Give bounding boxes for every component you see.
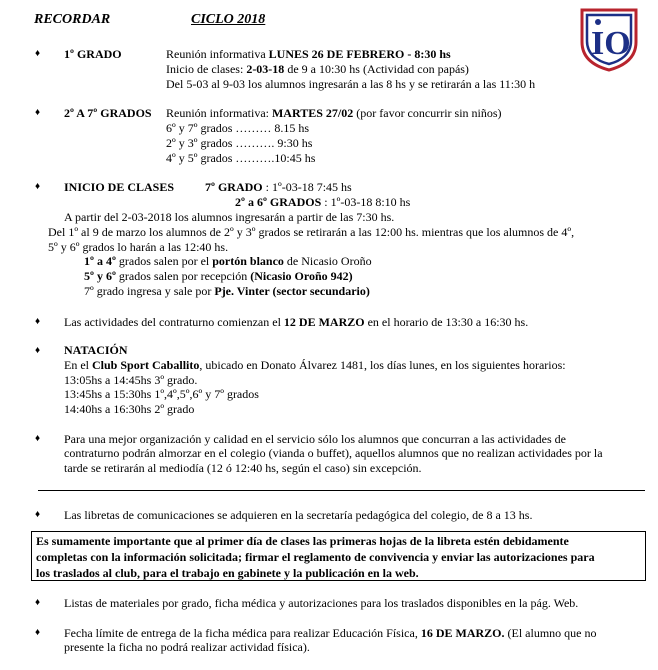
natacion-row: 14:40hs a 16:30hs 2º grado bbox=[64, 402, 195, 416]
inicio-p1: A partir del 2-03-2018 los alumnos ingresarán a partir de las 7:30 hs. bbox=[64, 210, 395, 224]
primero-label: 1º GRADO bbox=[64, 47, 122, 61]
libretas-text: Las libretas de comunicaciones se adquieren en la secretaría pedagógica del colegio, de 8 a 13 hs. bbox=[64, 508, 533, 522]
inicio-row2: 2º a 6º GRADOS : 1º-03-18 8:10 hs bbox=[235, 195, 411, 209]
segundo-row: 2º y 3º grados ………. 9:30 hs bbox=[166, 136, 313, 150]
segundo-label: 2º A 7º GRADOS bbox=[64, 106, 152, 120]
bullet-icon: ♦ bbox=[35, 316, 41, 327]
importante-box bbox=[31, 531, 646, 581]
bullet-icon: ♦ bbox=[35, 48, 41, 59]
natacion-row: 13:45hs a 15:30hs 1º,4º,5º,6º y 7º grados bbox=[64, 387, 259, 401]
inicio-s2: 5º y 6º grados salen por recepción (Nicasio Oroño 942) bbox=[84, 269, 353, 283]
primero-line2: Inicio de clases: 2-03-18 de 9 a 10:30 hs (Actividad con papás) bbox=[166, 62, 469, 76]
bullet-icon: ♦ bbox=[35, 433, 41, 444]
school-logo bbox=[578, 6, 640, 72]
header-recordar: RECORDAR bbox=[34, 12, 111, 27]
natacion-label: NATACIÓN bbox=[64, 343, 128, 357]
inicio-s1: 1º a 4º grados salen por el portón blanco de Nicasio Oroño bbox=[84, 254, 372, 268]
bullet-icon: ♦ bbox=[35, 597, 41, 608]
inicio-label: INICIO DE CLASES bbox=[64, 180, 175, 194]
fecha-line2: presente la ficha no podrá realizar actividad física). bbox=[64, 640, 310, 654]
organizacion-l3: tarde se retirarán al mediodía (12 ó 12:40 hs, según el caso) sin excepción. bbox=[64, 461, 422, 475]
bullet-icon: ♦ bbox=[35, 345, 41, 356]
bullet-icon: ♦ bbox=[35, 181, 41, 192]
organizacion-l2: contraturno podrán almorzar en el colegio (vianda o buffet), aquellos alumnos que no realizan actividades por la bbox=[64, 446, 603, 460]
importante-l2: completas con la información solicitada; firmar el reglamento de convivencia y enviar las autorizaciones para bbox=[36, 550, 595, 564]
inicio-p2b: 5º y 6º grados lo harán a las 12:40 hs. bbox=[48, 240, 229, 254]
natacion-line1: En el Club Sport Caballito, ubicado en Donato Álvarez 1481, los días lunes, en los siguientes horarios: bbox=[64, 358, 566, 372]
bullet-icon: ♦ bbox=[35, 509, 41, 520]
logo-text: IO bbox=[591, 25, 631, 62]
inicio-row1: 7º GRADO : 1º-03-18 7:45 hs bbox=[205, 180, 352, 194]
listas-text: Listas de materiales por grado, ficha médica y autorizaciones para los traslados disponibles en la pág. Web. bbox=[64, 596, 579, 610]
bullet-icon: ♦ bbox=[35, 627, 41, 638]
divider bbox=[38, 490, 645, 491]
segundo-row: 4º y 5º grados ……….10:45 hs bbox=[166, 151, 316, 165]
importante-l1: Es sumamente importante que al primer día de clases las primeras hojas de la libreta estén debidamente bbox=[36, 534, 569, 548]
fecha-line1: Fecha límite de entrega de la ficha médica para realizar Educación Física, 16 DE MARZO. (El alumno que no bbox=[64, 626, 597, 640]
segundo-row: 6º y 7º grados ……… 8.15 hs bbox=[166, 121, 310, 135]
contraturno-text: Las actividades del contraturno comienzan el 12 DE MARZO en el horario de 13:30 a 16:30 hs. bbox=[64, 315, 529, 329]
inicio-s3: 7º grado ingresa y sale por Pje. Vinter (sector secundario) bbox=[84, 284, 370, 298]
segundo-line1: Reunión informativa: MARTES 27/02 (por favor concurrir sin niños) bbox=[166, 106, 502, 120]
importante-l3: los traslados al club, para el trabajo en gabinete y la publicación en la web. bbox=[36, 566, 419, 580]
inicio-p2a: Del 1º al 9 de marzo los alumnos de 2º y 3º grados se retirarán a las 12:00 hs. mientras que los alumnos de 4º, bbox=[48, 225, 575, 239]
primero-line3: Del 5-03 al 9-03 los alumnos ingresarán a las 8 hs y se retirarán a las 11:30 h bbox=[166, 77, 536, 91]
primero-line1: Reunión informativa LUNES 26 DE FEBRERO - 8:30 hs bbox=[166, 47, 451, 61]
header-ciclo: CICLO 2018 bbox=[191, 12, 266, 27]
organizacion-l1: Para una mejor organización y calidad en el servicio sólo los alumnos que concurran a las actividades de bbox=[64, 432, 566, 446]
bullet-icon: ♦ bbox=[35, 107, 41, 118]
natacion-row: 13:05hs a 14:45hs 3º grado. bbox=[64, 373, 198, 387]
